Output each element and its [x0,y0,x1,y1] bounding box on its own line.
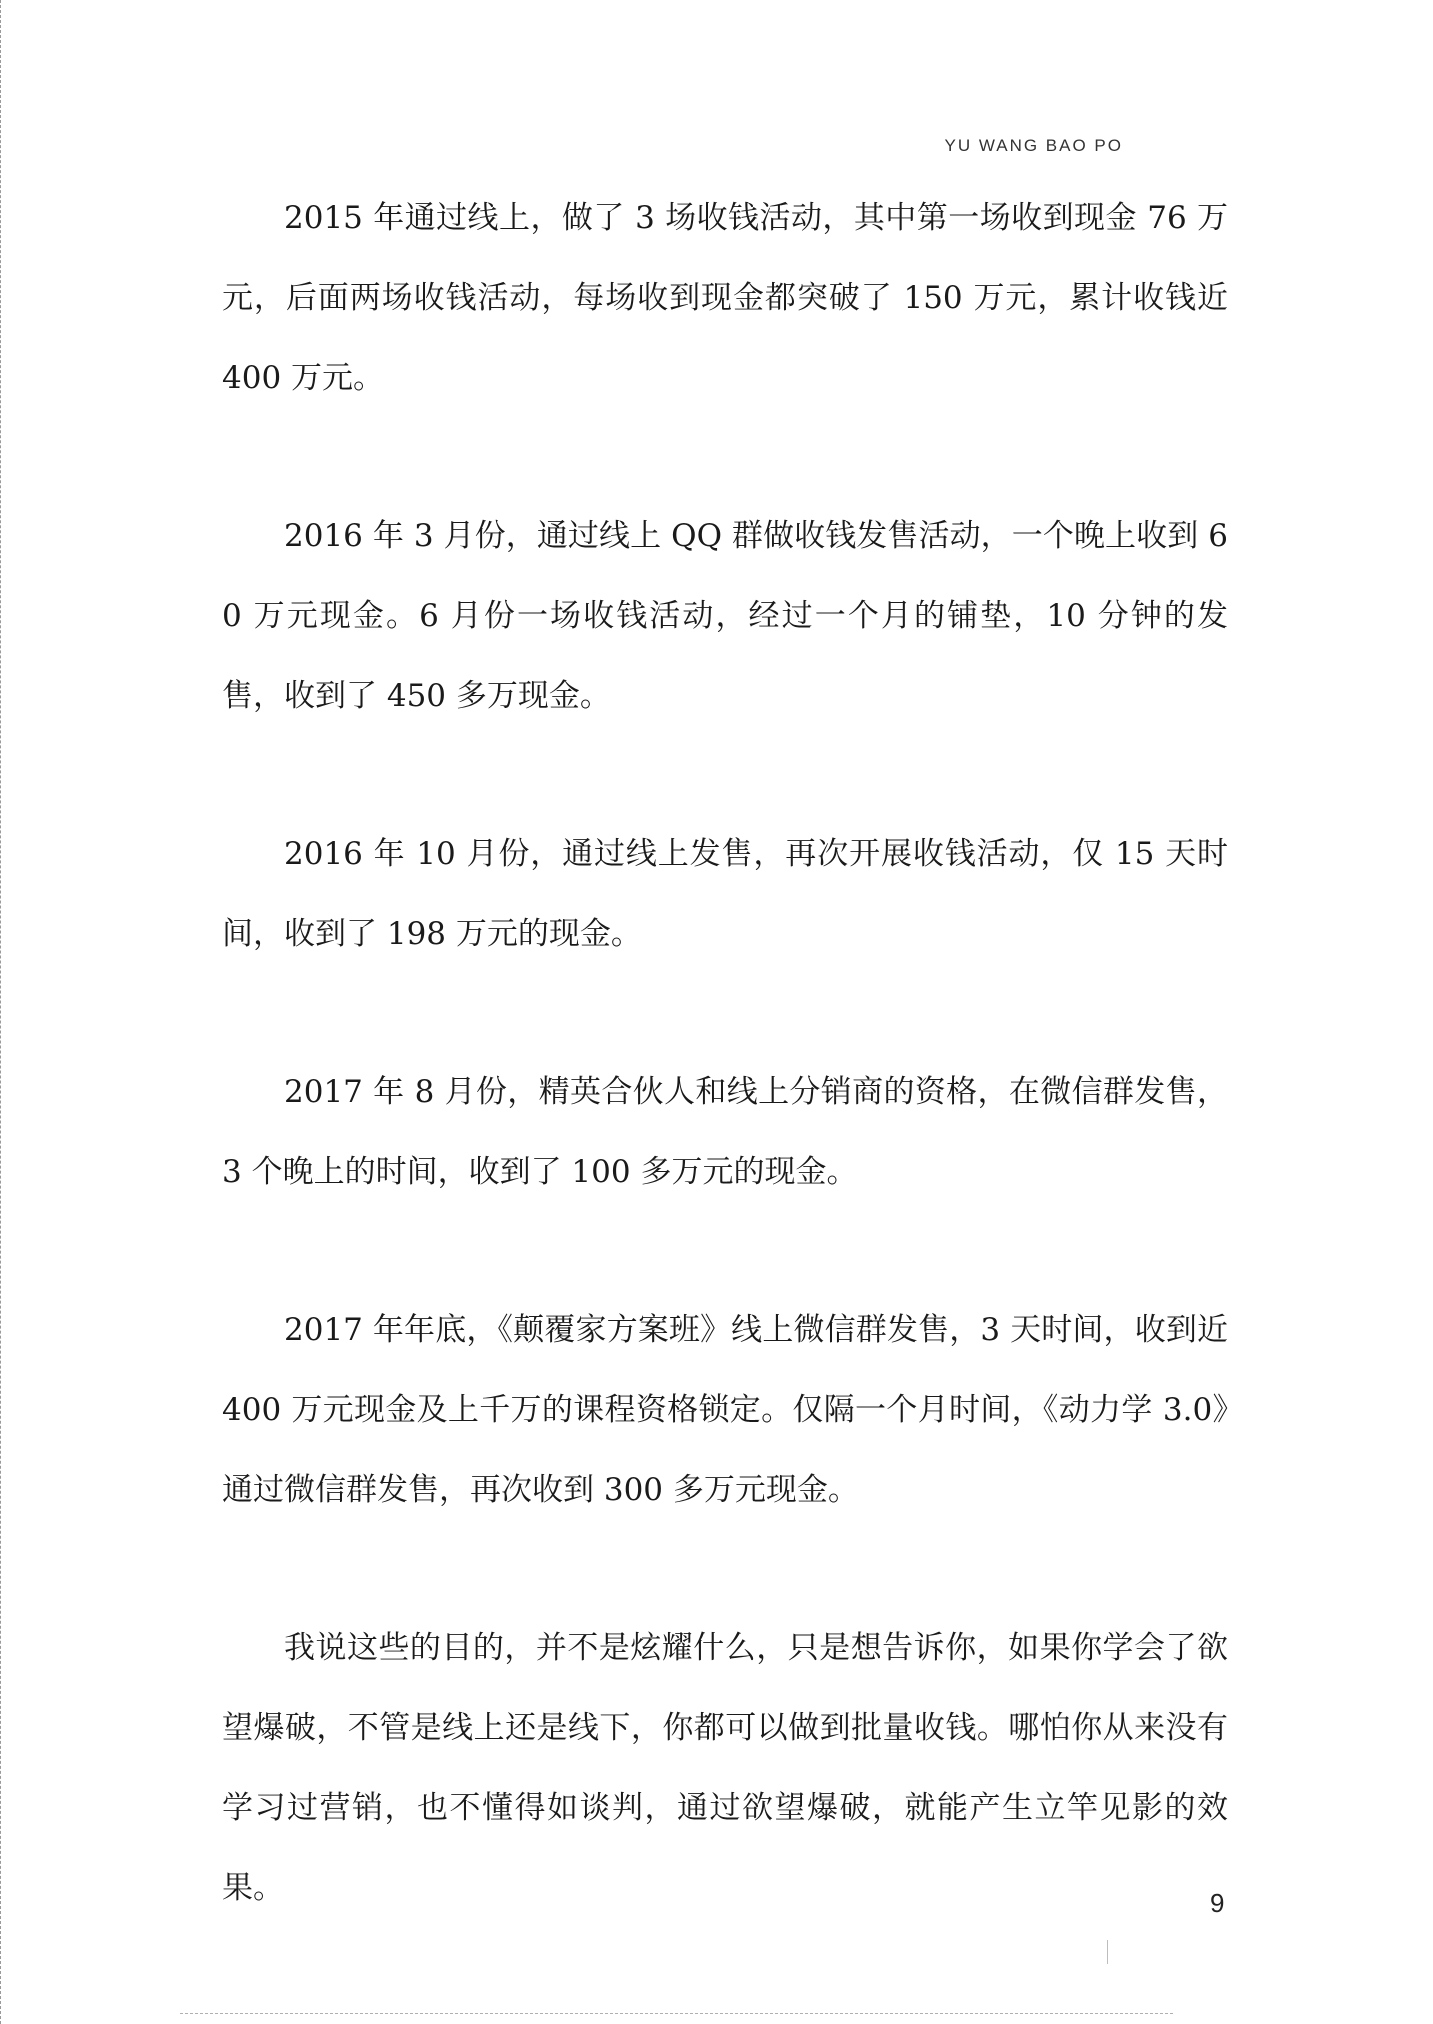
paragraph-2017-year-end: 2017 年年底，《颠覆家方案班》线上微信群发售，3 天时间，收到近 400 万元现金及上千万的课程资格锁定。仅隔一个月时间，《动力学 3.0》通过微信群发售，再次收到 300 多万元现金。 [222,1312,1228,1508]
scan-left-edge [0,0,5,2024]
scan-bottom-edge [180,2013,1173,2014]
paragraph-2017-august: 2017 年 8 月份，精英合伙人和线上分销商的资格，在微信群发售，3 个晚上的时间，收到了 100 多万元的现金。 [222,1074,1228,1190]
page-body [222,178,1228,2006]
running-header: YU WANG BAO PO [944,136,1123,155]
paragraph-2015: 2015 年通过线上，做了 3 场收钱活动，其中第一场收到现金 76 万元，后面两场收钱活动，每场收到现金都突破了 150 万元，累计收钱近 400 万元。 [222,200,1228,396]
page-number: 9 [1210,1888,1225,1918]
paragraph-conclusion: 我说这些的目的，并不是炫耀什么，只是想告诉你，如果你学会了欲望爆破，不管是线上还是线下，你都可以做到批量收钱。哪怕你从来没有学习过营销，也不懂得如谈判，通过欲望爆破，就能产生立竿见影的效果。 [222,1630,1228,1906]
paragraph-2016-october: 2016 年 10 月份，通过线上发售，再次开展收钱活动，仅 15 天时间，收到了 198 万元的现金。 [222,836,1228,952]
paragraph-2016-march: 2016 年 3 月份，通过线上 QQ 群做收钱发售活动，一个晚上收到 60 万元现金。6 月份一场收钱活动，经过一个月的铺垫，10 分钟的发售，收到了 450 多万现金。 [222,518,1228,714]
